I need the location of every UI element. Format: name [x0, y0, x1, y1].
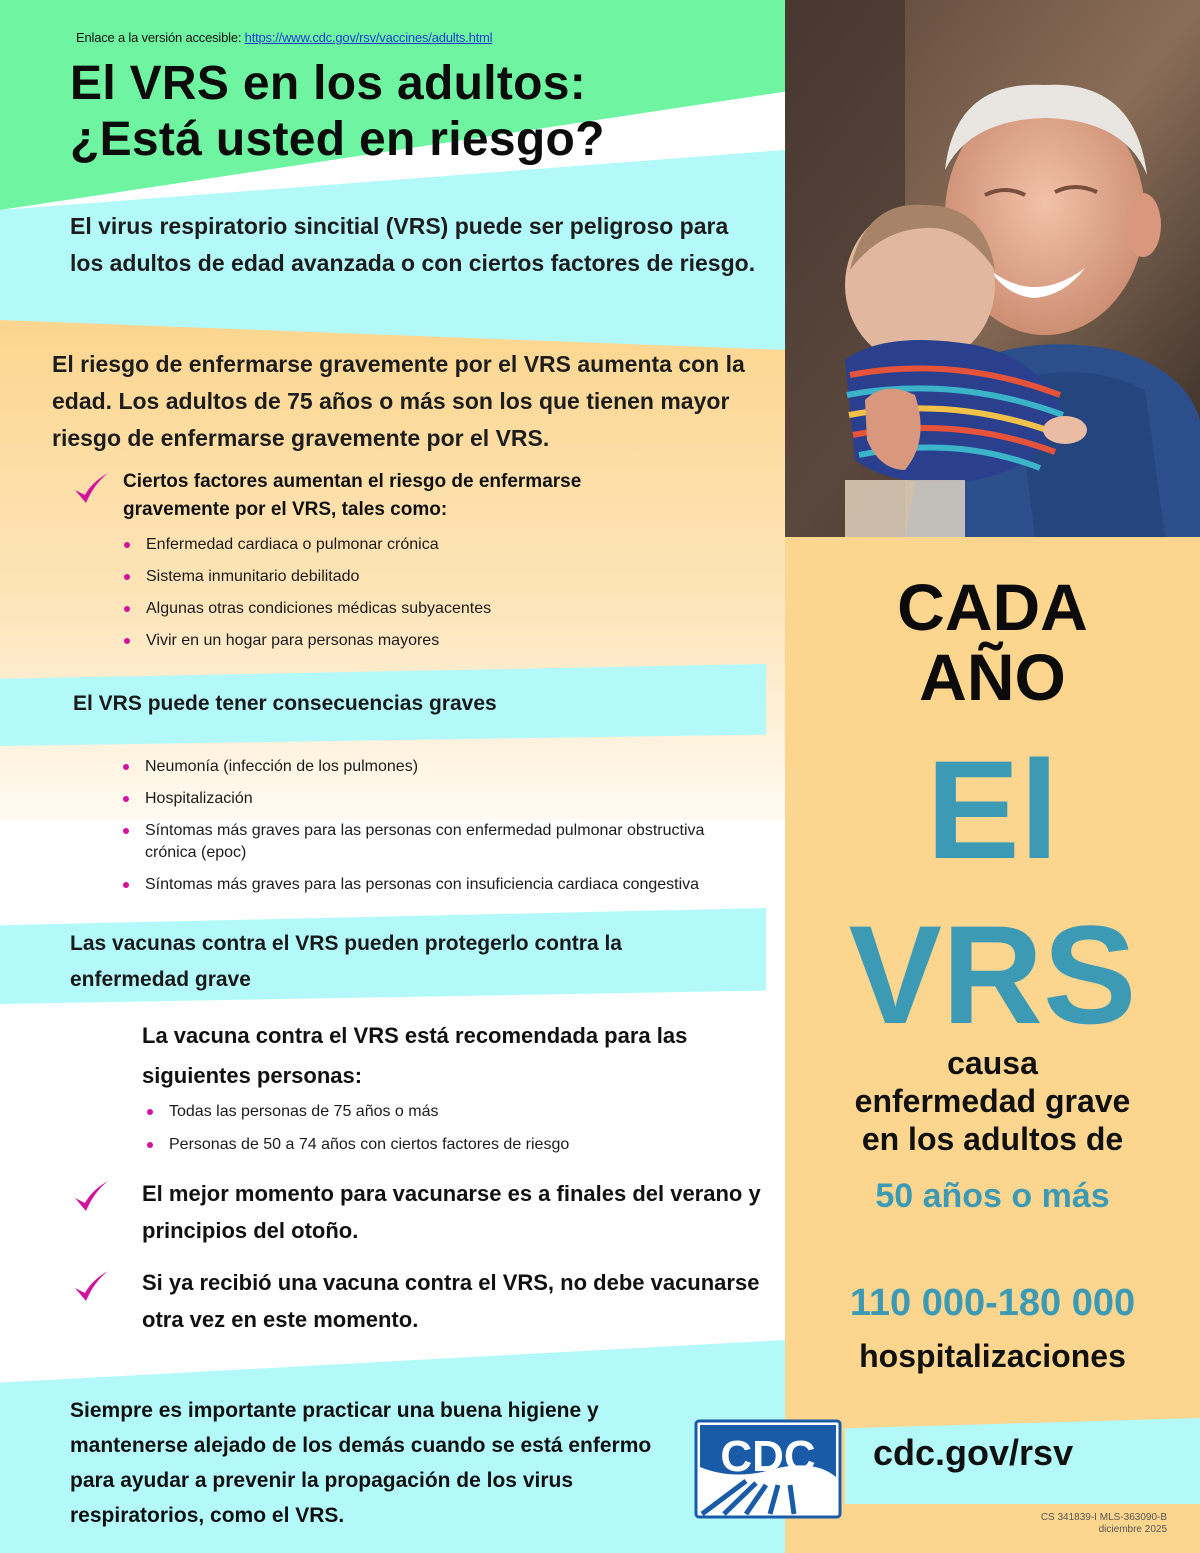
- cdc-logo-text: CDC: [720, 1432, 816, 1481]
- risk-paragraph: El riesgo de enfermarse gravemente por el VRS aumenta con la edad. Los adultos de 75 años o más son los que tienen mayor riesgo de enfermarse gravemente por el VRS.: [52, 351, 745, 451]
- list-item: Todas las personas de 75 años o más: [145, 1101, 745, 1123]
- causes-statement: [785, 1044, 1200, 1158]
- consequences-list: [121, 756, 781, 906]
- cada-line: CADA: [897, 570, 1088, 644]
- recommended-people-list: [145, 1101, 745, 1167]
- ano-line: AÑO: [919, 640, 1066, 714]
- title-line-1: El VRS en los adultos:: [70, 57, 587, 110]
- accessible-prefix: Enlace a la versión accesible:: [76, 30, 245, 45]
- list-item: Personas de 50 a 74 años con ciertos factores de riesgo: [145, 1134, 745, 1156]
- hero-photo: [785, 0, 1200, 537]
- list-item: Algunas otras condiciones médicas subyacentes: [122, 598, 722, 620]
- grandfather-baby-illustration: [785, 0, 1200, 537]
- hospitalizations-label: hospitalizaciones: [859, 1338, 1126, 1374]
- already-vaccinated-paragraph: Si ya recibió una vacuna contra el VRS, no debe vacunarse otra vez en este momento.: [142, 1270, 760, 1332]
- hospitalizations-number: 110 000-180 000: [849, 1282, 1136, 1324]
- el-word: El: [926, 731, 1059, 888]
- list-item: Hospitalización: [121, 788, 781, 810]
- list-item: Enfermedad cardiaca o pulmonar crónica: [122, 534, 722, 556]
- hygiene-paragraph: Siempre es importante practicar una buena higiene y mantenerse alejado de los demás cuando se está enfermo para ayudar a prevenir la propagación de los virus respiratorios, como el VRS.: [70, 1399, 652, 1527]
- document-codes: [985, 1512, 1167, 1536]
- factors-list: [122, 534, 722, 662]
- accessible-version-line: [76, 30, 492, 45]
- list-item: Síntomas más graves para las personas con enfermedad pulmonar obstructiva crónica (epoc): [121, 820, 705, 864]
- page-title: [70, 56, 605, 168]
- severe-illness-line: enfermedad grave: [854, 1083, 1131, 1119]
- checkmark-icon: [72, 470, 110, 508]
- every-year-heading: [785, 572, 1200, 712]
- recommend-paragraph: La vacuna contra el VRS está recomendada para las siguientes personas:: [142, 1023, 688, 1088]
- adults-line: en los adultos de: [861, 1121, 1124, 1157]
- list-item: Neumonía (infección de los pulmones): [121, 756, 781, 778]
- best-time-paragraph: El mejor momento para vacunarse es a finales del verano y principios del otoño.: [142, 1181, 761, 1243]
- list-item: Vivir en un hogar para personas mayores: [122, 630, 722, 652]
- accessible-version-link[interactable]: https://www.cdc.gov/rsv/vaccines/adults.html: [244, 30, 493, 45]
- code-line: CS 341839-I MLS-363090-B: [1040, 1512, 1167, 1523]
- list-item: Sistema inmunitario debilitado: [122, 566, 722, 588]
- website-address: cdc.gov/rsv: [873, 1432, 1074, 1473]
- vaccines-heading: Las vacunas contra el VRS pueden protegerlo contra la enfermedad grave: [70, 932, 622, 991]
- age-group: 50 años o más: [875, 1177, 1110, 1215]
- list-item: Síntomas más graves para las personas con insuficiencia cardiaca congestiva: [121, 874, 781, 896]
- factors-heading: Ciertos factores aumentan el riesgo de enfermarse gravemente por el VRS, tales como:: [123, 471, 582, 520]
- vrs-word: VRS: [848, 896, 1137, 1053]
- causa-line: causa: [947, 1045, 1038, 1081]
- cdc-logo: [694, 1419, 842, 1519]
- intro-paragraph: El virus respiratorio sincitial (VRS) puede ser peligroso para los adultos de edad avanzada o con ciertos factores de riesgo.: [70, 213, 756, 276]
- consequences-heading: El VRS puede tener consecuencias graves: [73, 692, 497, 715]
- date-line: diciembre 2025: [1098, 1524, 1167, 1535]
- title-line-2: ¿Está usted en riesgo?: [70, 113, 605, 166]
- checkmark-icon: [72, 1178, 110, 1216]
- checkmark-icon: [72, 1268, 110, 1306]
